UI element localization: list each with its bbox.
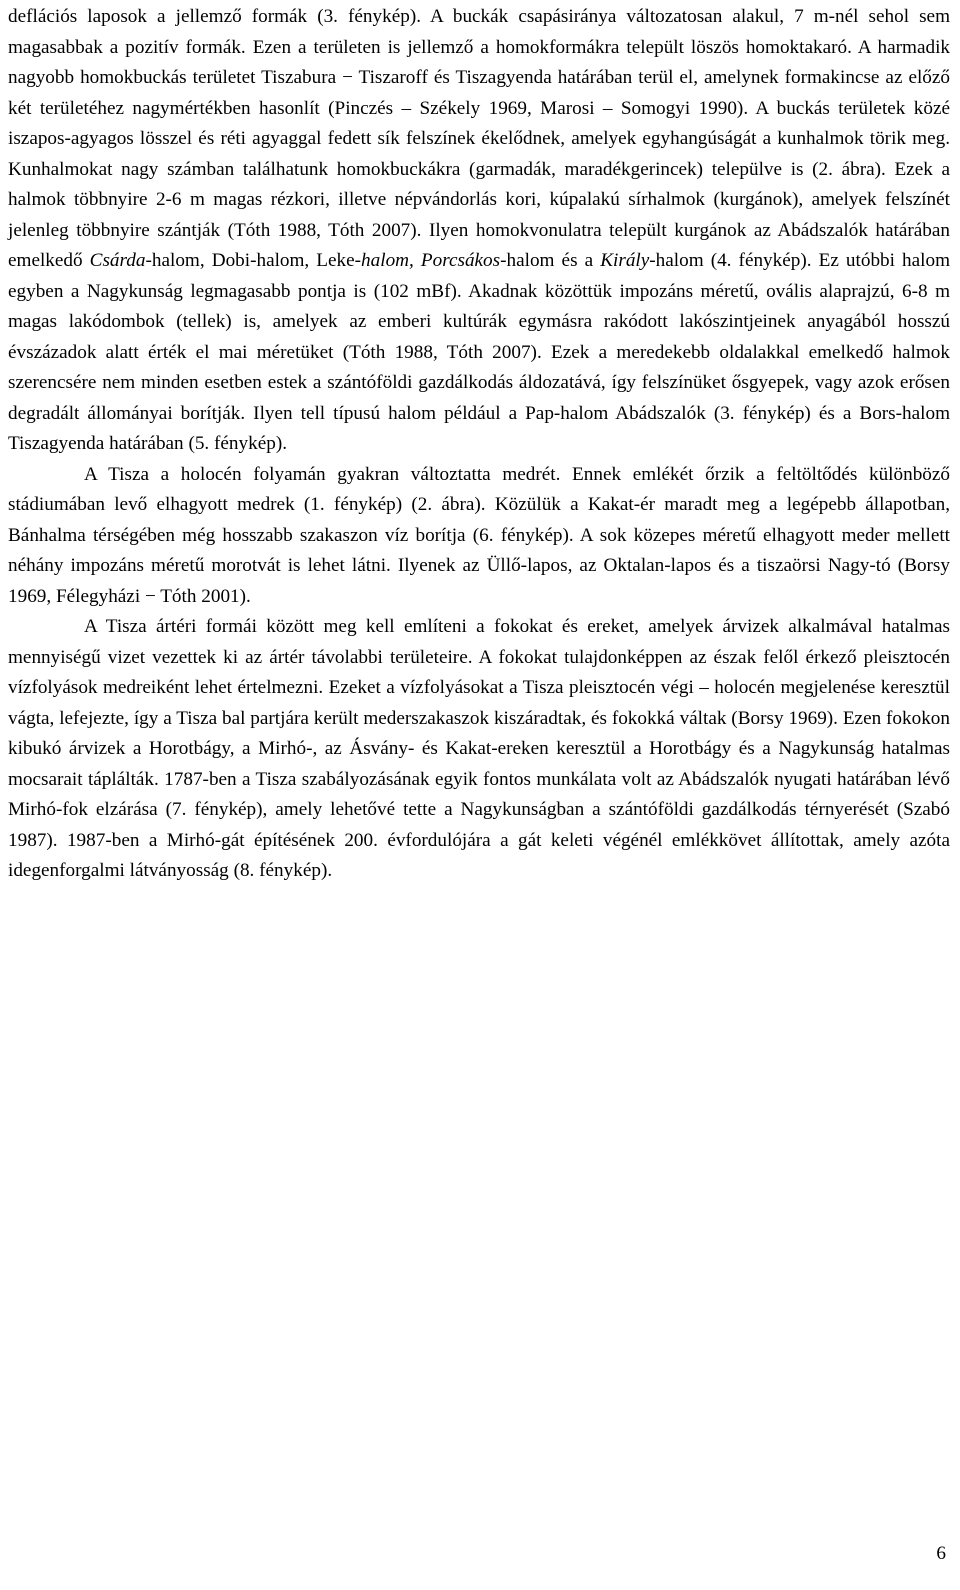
italic-place-name: halom, Porcsákos <box>361 250 501 271</box>
document-page <box>8 2 950 887</box>
text-run: deflációs laposok a jellemző formák (3. fénykép). A buckák csapásiránya változatosan alakul, 7 m-nél sehol sem magasabbak a pozitív formák. Ezen a területen is jellemző a homokformákra települt löszös homoktakaró. A harmadik nagyobb homokbuckás területet Tiszabura − Tiszaroff és Tiszagyenda határában terül el, amelynek formakincse az előző két területéhez nagymértékben hasonlít (Pinczés – Székely 1969, Marosi – Somogyi 1990). A buckás területek közé iszapos-agyagos lösszel és réti agyaggal fedett sík felszínek ékelődnek, amelyek egyhangúságát a kunhalmok törik meg. Kunhalmokat nagy számban találhatunk homokbuckákra (garmadák, maradékgerincek) települve is (2. ábra). Ezek a halmok többnyire 2-6 m magas rézkori, illetve népvándorlás kori, kúpalakú sírhalmok (kurgánok), amelyek felszínét jelenleg többnyire szántják (Tóth 1988, Tóth 2007). Ilyen homokvonulatra települt kurgánok az Abádszalók határában emelkedő <box>8 6 950 271</box>
italic-place-name: Király <box>600 250 650 271</box>
paragraph-2 <box>8 460 950 613</box>
paragraph-3 <box>8 612 950 887</box>
text-run: -halom és a <box>500 250 601 271</box>
text-run: A Tisza ártéri formái között meg kell említeni a fokokat és ereket, amelyek árvizek alkalmával hatalmas mennyiségű vizet vezettek ki az ártér távolabbi területeire. A fokokat tulajdonképpen az észak felől érkező pleisztocén vízfolyások medreiként lehet értelmezni. Ezeket a vízfolyásokat a Tisza pleisztocén végi – holocén megjelenése keresztül vágta, lefejezte, így a Tisza bal partjára került mederszakaszok kiszáradtak, és fokokká váltak (Borsy 1969). Ezen fokokon kibukó árvizek a Horotbágy, a Mirhó-, az Ásvány- és Kakat-ereken keresztül a Horotbágy és a Nagykunság hatalmas mocsarait táplálták. 1787-ben a Tisza szabályozásának egyik fontos munkálata volt az Abádszalók nyugati határában lévő Mirhó-fok elzárása (7. fénykép), amely lehetővé tette a Nagykunságban a szántóföldi gazdálkodás térnyerését (Szabó 1987). 1987-ben a Mirhó-gát építésének 200. évfordulójára a gát keleti végénél emlékkövet állítottak, amely azóta idegenforgalmi látványosság (8. fénykép). <box>8 616 950 881</box>
body-text <box>8 2 950 887</box>
paragraph-1 <box>8 2 950 460</box>
italic-place-name: Csárda <box>89 250 146 271</box>
text-run: -halom, Dobi-halom, Leke- <box>145 250 362 271</box>
page-number: 6 <box>936 1543 946 1564</box>
text-run: A Tisza a holocén folyamán gyakran változtatta medrét. Ennek emlékét őrzik a feltöltődés különböző stádiumában levő elhagyott medrek (1. fénykép) (2. ábra). Közülük a Kakat-ér maradt meg a legépebb állapotban, Bánhalma térségében még hosszabb szakaszon víz borítja (6. fénykép). A sok közepes méretű elhagyott meder mellett néhány impozáns méretű morotvát is lehet látni. Ilyenek az Üllő-lapos, az Oktalan-lapos és a tiszaörsi Nagy-tó (Borsy 1969, Félegyházi − Tóth 2001). <box>8 463 950 607</box>
text-run: -halom (4. fénykép). Ez utóbbi halom egyben a Nagykunság legmagasabb pontja is (102 mBf). Akadnak közöttük impozáns méretű, ovális alaprajzú, 6-8 m magas lakódombok (tellek) is, amelyek az emberi kultúrák egymásra rakódott lakószintjeinek anyagából hosszú évszázadok alatt érték el mai méretüket (Tóth 1988, Tóth 2007). Ezek a meredekebb oldalakkal emelkedő halmok szerencsére nem minden esetben estek a szántóföldi gazdálkodás áldozatává, így felszínüket ősgyepek, vagy azok erősen degradált állományai borítják. Ilyen tell típusú halom például a Pap-halom Abádszalók (3. fénykép) és a Bors-halom Tiszagyenda határában (5. fénykép). <box>8 250 950 454</box>
